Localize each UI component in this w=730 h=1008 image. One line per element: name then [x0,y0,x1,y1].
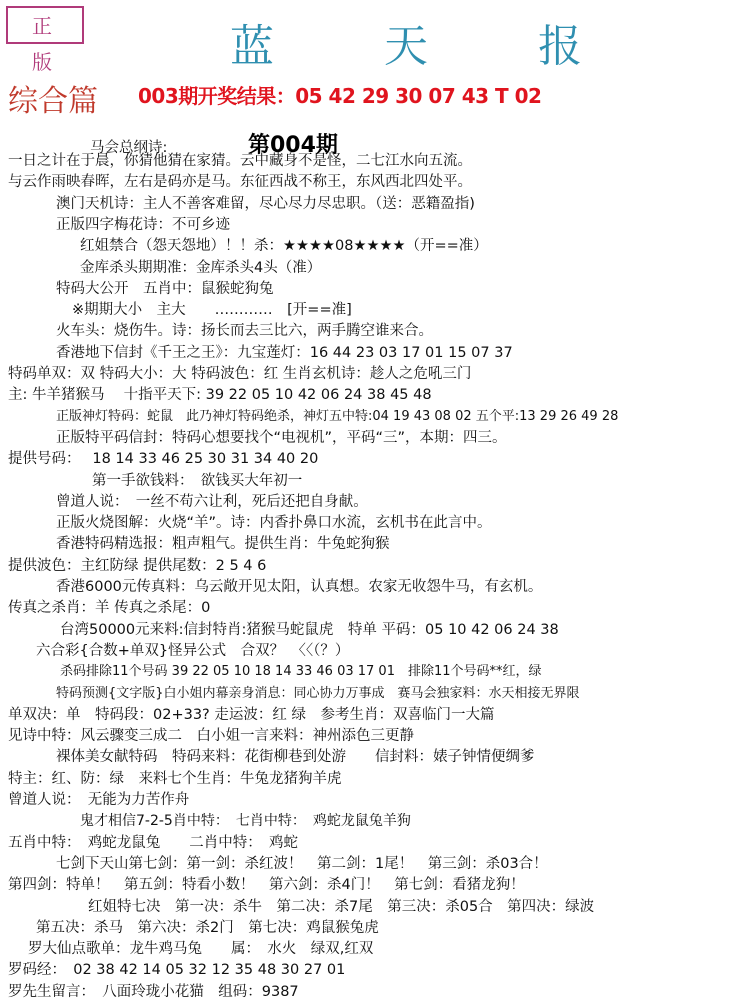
text-line: 正版火烧图解：火烧“羊”。诗：内香扑鼻口水流，玄机书在此言中。 [56,515,492,532]
text-line: 特码预测{文字版}白小姐内幕亲身消息：同心协力万事成 赛马会独家料：水天相接无界限 [56,685,580,701]
text-line: 罗大仙点歌单：龙牛鸡马兔 属： 水火 绿双,红双 [28,941,374,958]
text-line: 曾道人说： 无能为力苦作舟 [8,792,190,808]
text-line: 红姐特七决 第一决：杀牛 第二决：杀7尾 第三决：杀05合 第四决：绿波 [88,898,595,915]
text-line: 第四剑：特单！ 第五剑：特看小数！ 第六剑：杀4门！ 第七剑：看猪龙狗！ [8,877,525,894]
draw-result: 003期开奖结果：05 42 29 30 07 43 T 02 [138,84,542,108]
text-line: 五肖中特： 鸡蛇龙鼠兔 二肖中特： 鸡蛇 [8,834,298,851]
text-line: ※期期大小 主大 ………… [开==准] [72,302,352,319]
text-line: 见诗中特：风云骤变三成二 白小姐一言来料：神州添色三更静 [8,728,414,745]
text-line: 鬼才相信7-2-5肖中特： 七肖中特： 鸡蛇龙鼠兔羊狗 [80,813,411,830]
text-line: 金库杀头期期准：金库杀头4头（准） [80,259,322,276]
text-line: 特主：红、防：绿 来料七个生肖：牛兔龙猪狗羊虎 [8,770,342,787]
stamp-badge: 正 版 [6,6,84,44]
text-line: 与云作雨映春晖，左右是码亦是马。东征西战不称王，东风西北四处平。 [8,174,472,191]
text-line: 曾道人说： 一丝不苟六让利，死后还把自身献。 [56,493,368,510]
issue-number: 第004期 [248,133,338,158]
text-line: 六合彩{合数+单双}怪异公式 合双？ 〈〈（？） [36,642,350,659]
text-line: 一日之计在于晨，你猜他猜在家猜。云中藏身不是怪，二七江水向五流。 [8,153,472,169]
text-line: 香港6000元传真料：乌云敞开见太阳，认真想。农家无收怨牛马，有玄机。 [56,579,543,595]
text-line: 七剑下天山第七剑：第一剑：杀红波！ 第二剑：1尾！ 第三剑：杀03合！ [56,855,548,872]
text-line: 主: 牛羊猪猴马 十指平天下: 39 22 05 10 42 06 24 38 45 48 [8,387,432,404]
text-line: 香港特码精选报：粗声粗气。提供生肖：牛兔蛇狗猴 [56,536,390,553]
page-title: 蓝 天 报 [230,21,630,72]
text-line: 澳门天机诗：主人不善客难留，尽心尽力尽忠职。（送：恶籍盈指) [56,195,475,212]
text-line: 杀码排除11个号码 39 22 05 10 18 14 33 46 03 17 01 排除11个号码**红，绿 [60,664,542,680]
text-line: 第五决：杀马 第六决：杀2门 第七决：鸡鼠猴兔虎 [36,919,379,936]
text-line: 单双决：单 特码段：02+33? 走运波：红 绿 参考生肖：双喜临门一大篇 [8,706,495,723]
text-line: 火车头：烧伤牛。诗：扬长而去三比六，两手腾空谁来合。 [56,323,433,340]
section-title: 综合篇 [8,84,98,119]
text-line: 提供号码： 18 14 33 46 25 30 31 34 40 20 [8,451,319,468]
text-line: 红姐禁合（怨天怨地）！！杀：★★★★08★★★★（开==准） [80,238,488,255]
issue-label: 马会总纲诗: [90,140,168,156]
text-line: 罗先生留言： 八面玲珑小花猫 组码：9387 [8,983,299,1000]
text-line: 罗码经： 02 38 42 14 05 32 12 35 48 30 27 01 [8,962,346,979]
text-line: 香港地下信封《千王之王》：九宝莲灯：16 44 23 03 17 01 15 07 37 [56,344,513,361]
text-line: 第一手欲钱料： 欲钱买大年初一 [92,472,303,489]
text-line: 特码单双：双 特码大小：大 特码波色：红 生肖玄机诗：趁人之危吼三门 [8,366,472,382]
text-line: 正版神灯特码：蛇鼠 此乃神灯特码绝杀，神灯五中特:04 19 43 08 02 五个平:13 29 26 49 28 [56,408,619,424]
text-line: 传真之杀肖：羊 传真之杀尾：0 [8,600,211,617]
text-line: 特码大公开 五肖中：鼠猴蛇狗兔 [56,280,274,297]
text-line: 正版特平码信封：特码心想要找个“电视机”，平码“三”，本期：四三。 [56,429,507,446]
text-line: 提供波色：主红防绿 提供尾数：2 5 4 6 [8,557,267,574]
text-line: 裸体美女献特码 特码来料：花街柳巷到处游 信封料：婊子钟情便绸爹 [56,749,535,766]
text-line: 正版四字梅花诗：不可乡迹 [56,216,230,233]
text-line: 台湾50000元来料:信封特肖:猪猴马蛇鼠虎 特单 平码：05 10 42 06 24 38 [60,621,559,638]
